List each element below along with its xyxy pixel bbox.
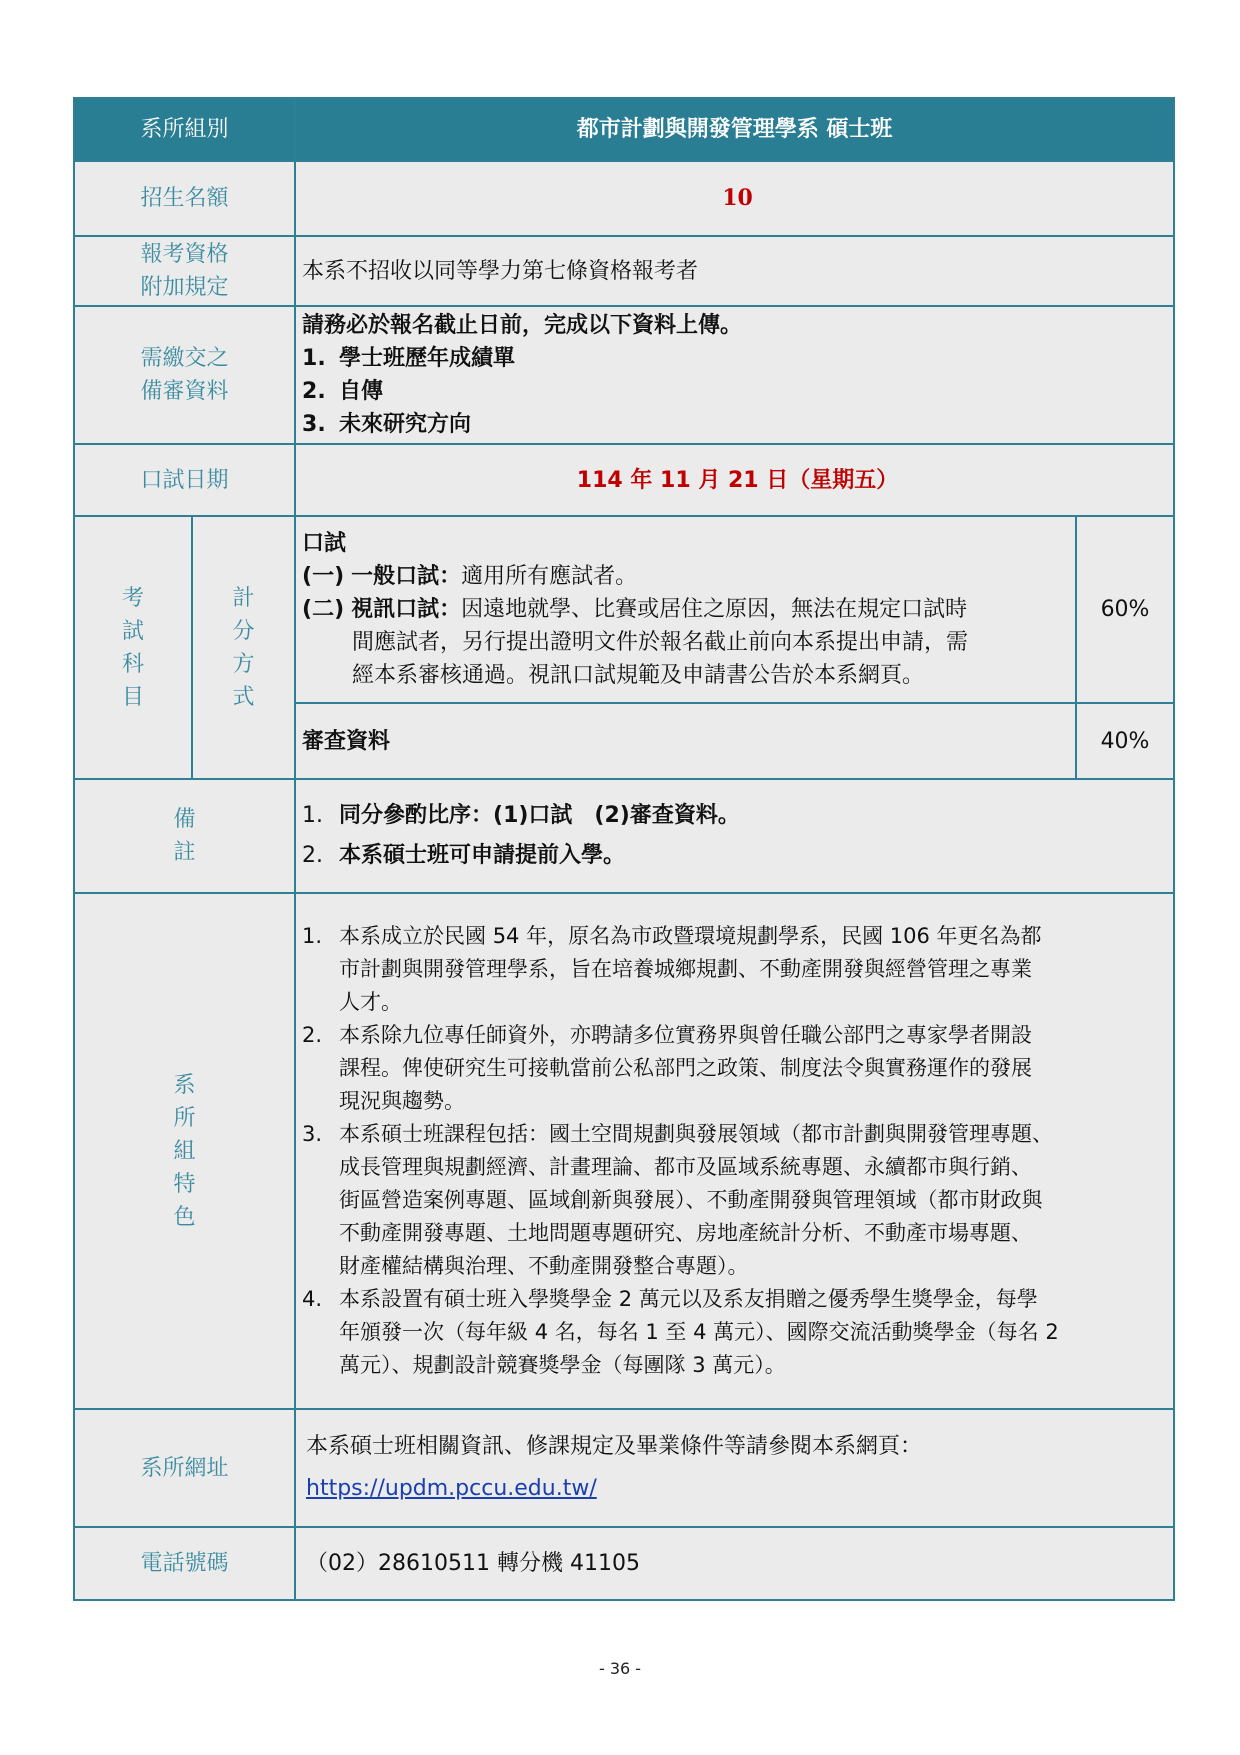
documents-item-text: 未來研究方向	[339, 412, 472, 437]
quota-value: 10	[295, 161, 1174, 236]
documents-item-text: 自傳	[339, 379, 384, 404]
exam-interview-row	[74, 516, 1174, 703]
interview-date-label: 口試日期	[74, 444, 295, 516]
features-label-char: 組	[173, 1138, 196, 1164]
documents-item	[302, 342, 1173, 375]
website-label: 系所網址	[74, 1409, 295, 1527]
department-label: 系所組別	[74, 98, 295, 161]
features-item	[302, 1118, 1173, 1283]
interview-date-row	[74, 444, 1174, 516]
features-item-line: 本系除九位專任師資外，亦聘請多位實務界與曾任職公部門之專家學者開設	[339, 1023, 1033, 1047]
features-item-line: 萬元）、規劃設計競賽獎學金（每團隊 3 萬元）。	[339, 1353, 786, 1377]
remarks-item	[302, 796, 1173, 836]
features-item	[302, 1019, 1173, 1118]
remarks-item	[302, 836, 1173, 876]
features-item-num: 2.	[302, 1023, 323, 1047]
documents-item-text: 學士班歷年成績單	[339, 346, 516, 371]
remarks-label-char: 備	[173, 807, 196, 832]
review-weight: 40%	[1076, 703, 1174, 779]
features-item-line: 現況與趨勢。	[339, 1089, 466, 1113]
features-label-char: 所	[173, 1105, 196, 1131]
documents-content	[295, 306, 1174, 444]
remarks-content	[295, 779, 1174, 893]
documents-label-line1: 需繳交之	[140, 346, 229, 371]
features-item-num: 3.	[302, 1122, 323, 1146]
exam-subject-char: 考	[121, 585, 144, 611]
documents-row	[74, 306, 1174, 444]
interview-date-value: 114 年 11 月 21 日（星期五）	[295, 444, 1174, 516]
qualification-label	[74, 236, 295, 306]
exam-subject-label	[74, 516, 192, 779]
documents-label-line2: 備審資料	[140, 379, 229, 404]
interview-item-video-line2: 間應試者，另行提出證明文件於報名截止前向本系提出申請，需	[352, 630, 969, 655]
documents-intro: 請務必於報名截止日前，完成以下資料上傳。	[302, 313, 743, 338]
scoring-method-char: 式	[232, 684, 255, 710]
features-item-line: 年頒發一次（每年級 4 名，每名 1 至 4 萬元）、國際交流活動獎學金（每名 2	[339, 1320, 1059, 1344]
page-number: - 36 -	[598, 1659, 642, 1678]
features-item-num: 4.	[302, 1287, 323, 1311]
documents-item	[302, 408, 1173, 441]
remarks-item-num: 1.	[302, 803, 324, 828]
features-item-line: 人才。	[339, 990, 403, 1014]
interview-item-prefix: (二)	[302, 597, 345, 622]
website-text: 本系碩士班相關資訊、修課規定及畢業條件等請參閱本系網頁：	[306, 1434, 923, 1459]
exam-subject-char: 目	[121, 684, 144, 710]
interview-item-text: 因遠地就學、比賽或居住之原因，無法在規定口試時	[461, 597, 968, 622]
scoring-method-char: 計	[232, 585, 255, 611]
remarks-row	[74, 779, 1174, 893]
department-title: 都市計劃與開發管理學系 碩士班	[295, 98, 1174, 161]
phone-row	[74, 1527, 1174, 1600]
features-item-line: 財產權結構與治理、不動產開發整合專題）。	[339, 1254, 749, 1278]
remarks-item-text: 本系碩士班可申請提前入學。	[339, 843, 626, 868]
documents-item	[302, 375, 1173, 408]
features-content	[295, 893, 1174, 1409]
features-item-line: 本系碩士班課程包括：國土空間規劃與發展領域（都市計劃與開發管理專題、	[339, 1122, 1054, 1146]
interview-item-title: 一般口試：	[351, 564, 462, 589]
features-row	[74, 893, 1174, 1409]
phone-value: （02）28610511 轉分機 41105	[295, 1527, 1174, 1600]
interview-weight: 60%	[1076, 516, 1174, 703]
features-label-char: 系	[173, 1072, 196, 1098]
exam-subject-char: 科	[121, 651, 144, 677]
interview-item-video-line3: 經本系審核通過。視訊口試規範及申請書公告於本系網頁。	[352, 663, 925, 688]
features-label-char: 特	[173, 1171, 196, 1197]
documents-item-num: 2.	[302, 379, 326, 404]
exam-subject-char: 試	[121, 618, 144, 644]
features-item-line: 課程。俾使研究生可接軌當前公私部門之政策、制度法令與實務運作的發展	[339, 1056, 1033, 1080]
features-label	[74, 893, 295, 1409]
documents-label	[74, 306, 295, 444]
documents-item-num: 1.	[302, 346, 326, 371]
admission-table	[73, 97, 1175, 1601]
review-title: 審查資料	[295, 703, 1076, 779]
qualification-label-line2: 附加規定	[140, 275, 229, 300]
quota-row	[74, 161, 1174, 236]
remarks-label	[74, 779, 295, 893]
qualification-text: 本系不招收以同等學力第七條資格報考者	[295, 236, 1174, 306]
qualification-row	[74, 236, 1174, 306]
remarks-item-num: 2.	[302, 843, 324, 868]
features-item-num: 1.	[302, 924, 323, 948]
scoring-method-label	[192, 516, 295, 779]
interview-item-video	[302, 593, 1075, 626]
remarks-item-text: 同分參酌比序：(1)口試 (2)審查資料。	[339, 803, 740, 828]
interview-item-title: 視訊口試：	[351, 597, 462, 622]
interview-item-text: 適用所有應試者。	[461, 564, 638, 589]
interview-item-prefix: (一)	[302, 564, 345, 589]
interview-item-general	[302, 560, 1075, 593]
quota-label: 招生名額	[74, 161, 295, 236]
features-item-line: 成長管理與規劃經濟、計畫理論、都市及區域系統專題、永續都市與行銷、	[339, 1155, 1033, 1179]
interview-title: 口試	[302, 531, 347, 556]
features-label-char: 色	[173, 1204, 196, 1230]
scoring-method-char: 分	[232, 618, 255, 644]
qualification-label-line1: 報考資格	[140, 242, 229, 267]
scoring-method-char: 方	[232, 651, 255, 677]
features-item	[302, 1283, 1173, 1382]
features-item-line: 本系設置有碩士班入學獎學金 2 萬元以及系友捐贈之優秀學生獎學金，每學	[339, 1287, 1038, 1311]
website-row	[74, 1409, 1174, 1527]
phone-label: 電話號碼	[74, 1527, 295, 1600]
features-item-line: 不動產開發專題、土地問題專題研究、房地產統計分析、不動產市場專題、	[339, 1221, 1033, 1245]
documents-item-num: 3.	[302, 412, 326, 437]
features-item	[302, 920, 1173, 1019]
interview-details	[295, 516, 1076, 703]
features-item-line: 市計劃與開發管理學系，旨在培養城鄉規劃、不動產開發與經營管理之專業	[339, 957, 1033, 981]
header-row	[74, 98, 1174, 161]
remarks-label-char: 註	[173, 840, 196, 865]
website-content	[295, 1409, 1174, 1527]
website-link[interactable]: https://updm.pccu.edu.tw/	[306, 1476, 597, 1501]
features-item-line: 街區營造案例專題、區域創新與發展）、不動產開發與管理領域（都市財政與	[339, 1188, 1043, 1212]
features-item-line: 本系成立於民國 54 年，原名為市政暨環境規劃學系，民國 106 年更名為都	[339, 924, 1042, 948]
